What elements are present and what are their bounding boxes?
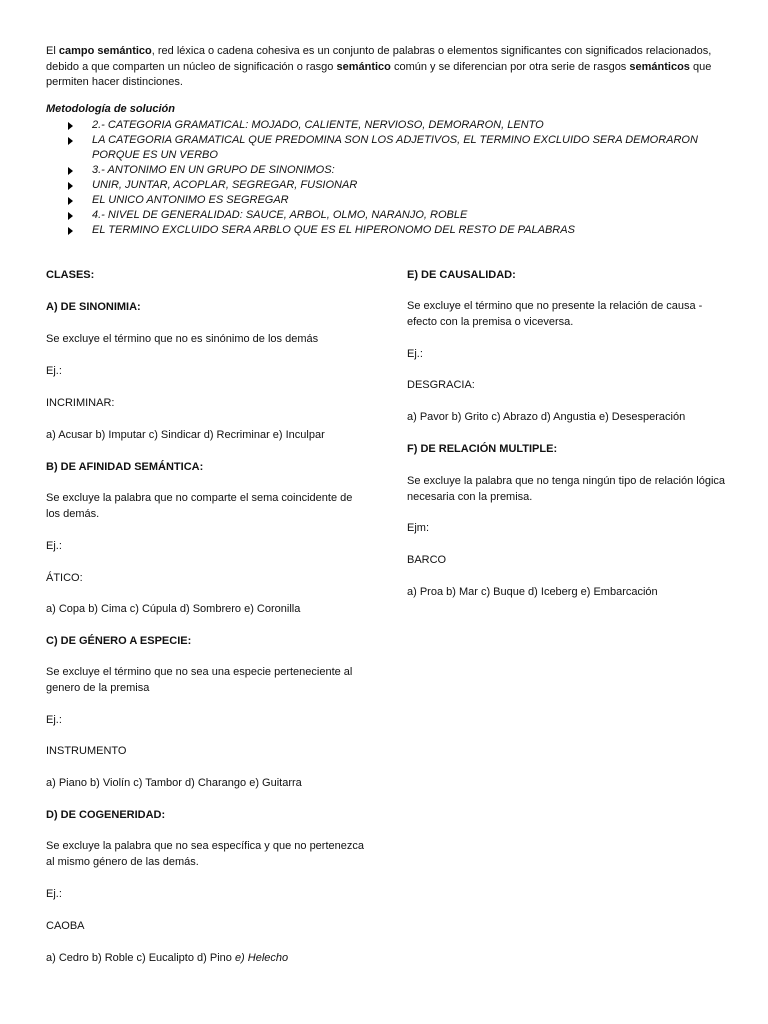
- section-heading: A) DE SINONIMIA:: [46, 301, 141, 313]
- section-description: Se excluye el término que no sea una especie perteneciente al genero de la premisa: [46, 666, 353, 694]
- intro-paragraph: [46, 44, 726, 91]
- triangle-bullet-icon: [68, 212, 73, 220]
- section-heading: CLASES:: [46, 269, 95, 281]
- example-word: BARCO: [407, 554, 447, 566]
- example-label: Ej.:: [407, 348, 423, 360]
- example-word: INSTRUMENTO: [46, 745, 127, 757]
- example-options: a) Cedro b) Roble c) Eucalipto d) Pino e) Helecho: [46, 952, 289, 964]
- example-options: a) Pavor b) Grito c) Abrazo d) Angustia e) Desesperación: [407, 411, 686, 423]
- section-heading: E) DE CAUSALIDAD:: [407, 269, 516, 281]
- section-description: Se excluye la palabra que no comparte el sema coincidente de los demás.: [46, 492, 353, 520]
- list-item: LA CATEGORIA GRAMATICAL QUE PREDOMINA SON LOS ADJETIVOS, EL TERMINO EXCLUIDO SERA DEMORARON PORQUE ES UN VERBO: [68, 133, 728, 163]
- section-description: Se excluye el término que no presente la relación de causa - efecto con la premisa o viceversa.: [407, 300, 703, 328]
- example-options: a) Acusar b) Imputar c) Sindicar d) Recriminar e) Inculpar: [46, 429, 325, 441]
- example-word: ÁTICO:: [46, 572, 83, 584]
- section-heading: C) DE GÉNERO A ESPECIE:: [46, 635, 192, 647]
- example-label: Ej.:: [46, 540, 62, 552]
- list-item: UNIR, JUNTAR, ACOPLAR, SEGREGAR, FUSIONAR: [68, 178, 728, 193]
- section-description: Se excluye el término que no es sinónimo de los demás: [46, 333, 319, 345]
- intro-bold-term: semántico: [336, 60, 391, 73]
- methodology-list: [68, 118, 728, 238]
- example-options: a) Copa b) Cima c) Cúpula d) Sombrero e) Coronilla: [46, 603, 301, 615]
- example-options: a) Piano b) Violín c) Tambor d) Charango e) Guitarra: [46, 777, 302, 789]
- intro-bold-term: campo semántico: [58, 45, 152, 57]
- example-options: a) Proa b) Mar c) Buque d) Iceberg e) Embarcación: [407, 586, 658, 598]
- example-word: DESGRACIA:: [407, 379, 475, 391]
- triangle-bullet-icon: [68, 167, 73, 175]
- triangle-bullet-icon: [68, 182, 73, 190]
- list-item: 3.- ANTONIMO EN UN GRUPO DE SINONIMOS:: [68, 163, 728, 178]
- intro-text: común y se diferencian por otra serie de rasgos: [390, 60, 630, 73]
- intro-text: que permiten hacer distinciones.: [46, 60, 712, 88]
- example-word: INCRIMINAR:: [46, 397, 115, 409]
- section-description: Se excluye la palabra que no tenga ningún tipo de relación lógica necesaria con la premisa.: [407, 475, 726, 503]
- intro-text: , red léxica o cadena cohesiva es un conjunto de palabras o elementos significantes con significados relacionados, debido a que comparten un núcleo de significación o rasgo: [46, 45, 712, 73]
- triangle-bullet-icon: [68, 137, 73, 145]
- methodology-title: Metodología de solución: [46, 103, 175, 115]
- example-label: Ej.:: [46, 365, 62, 377]
- intro-text: El: [46, 45, 59, 57]
- example-label: Ejm:: [407, 522, 429, 534]
- section-heading: F) DE RELACIÓN MULTIPLE:: [407, 443, 558, 455]
- example-label: Ej.:: [46, 714, 62, 726]
- list-item: 4.- NIVEL DE GENERALIDAD: SAUCE, ARBOL, OLMO, NARANJO, ROBLE: [68, 208, 728, 223]
- triangle-bullet-icon: [68, 197, 73, 205]
- example-label: Ej.:: [46, 888, 62, 900]
- triangle-bullet-icon: [68, 122, 73, 130]
- section-description: Se excluye la palabra que no sea específica y que no pertenezca al mismo género de las demás.: [46, 840, 364, 868]
- example-word: CAOBA: [46, 920, 85, 932]
- triangle-bullet-icon: [68, 227, 73, 235]
- list-item: EL TERMINO EXCLUIDO SERA ARBLO QUE ES EL HIPERONOMO DEL RESTO DE PALABRAS: [68, 223, 728, 238]
- intro-bold-term: semánticos: [629, 60, 690, 73]
- list-item: EL UNICO ANTONIMO ES SEGREGAR: [68, 193, 728, 208]
- section-heading: B) DE AFINIDAD SEMÁNTICA:: [46, 461, 204, 473]
- list-item: 2.- CATEGORIA GRAMATICAL: MOJADO, CALIENTE, NERVIOSO, DEMORARON, LENTO: [68, 118, 728, 133]
- section-heading: D) DE COGENERIDAD:: [46, 809, 166, 821]
